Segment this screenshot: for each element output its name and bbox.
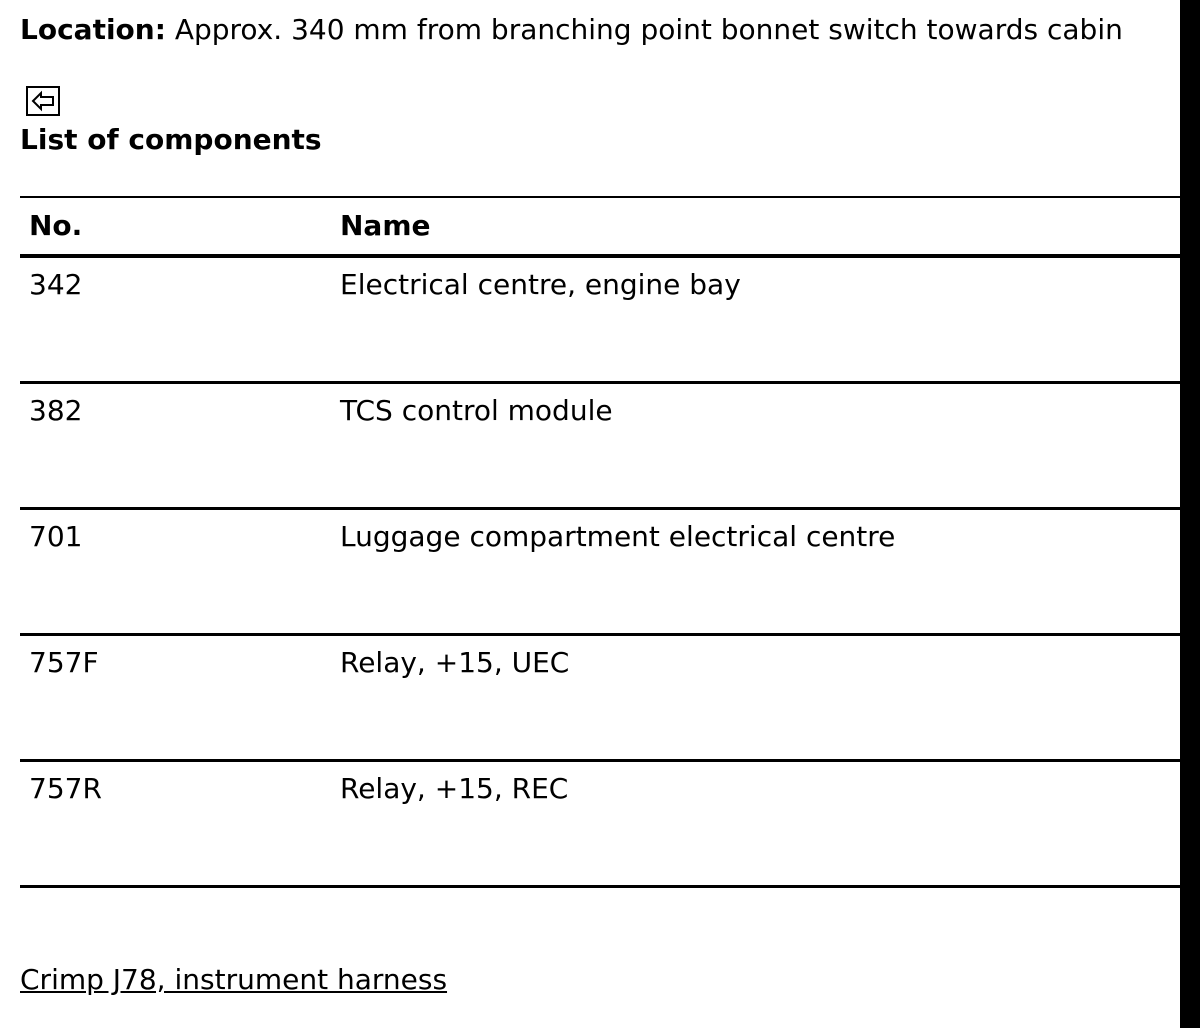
- component-name: Relay, +15, UEC: [340, 645, 570, 679]
- column-header-number: No.: [29, 209, 83, 242]
- back-arrow-icon[interactable]: [26, 86, 60, 116]
- components-section-title: List of components: [20, 123, 322, 156]
- location-text: Approx. 340 mm from branching point bonnet switch towards cabin: [174, 13, 1123, 46]
- location-line: [20, 12, 1123, 48]
- table-row: [20, 382, 1180, 508]
- component-number: 757R: [29, 771, 102, 805]
- component-name: TCS control module: [340, 393, 613, 427]
- table-row: [20, 634, 1180, 760]
- table-row: [20, 508, 1180, 634]
- column-header-name: Name: [340, 209, 431, 242]
- location-label: Location:: [20, 13, 166, 46]
- component-number: 342: [29, 268, 83, 301]
- components-table: [20, 196, 1180, 888]
- table-header-row: [20, 197, 1180, 256]
- component-number: 382: [29, 393, 83, 427]
- crimp-harness-link[interactable]: Crimp J78, instrument harness: [20, 963, 448, 996]
- component-name: Relay, +15, REC: [340, 771, 569, 805]
- component-name: Luggage compartment electrical centre: [340, 519, 896, 553]
- vertical-scrollbar[interactable]: [1180, 0, 1200, 1028]
- component-number: 757F: [29, 645, 99, 679]
- component-name: Electrical centre, engine bay: [340, 268, 741, 301]
- table-row: [20, 760, 1180, 886]
- component-number: 701: [29, 519, 83, 553]
- table-row: [20, 256, 1180, 382]
